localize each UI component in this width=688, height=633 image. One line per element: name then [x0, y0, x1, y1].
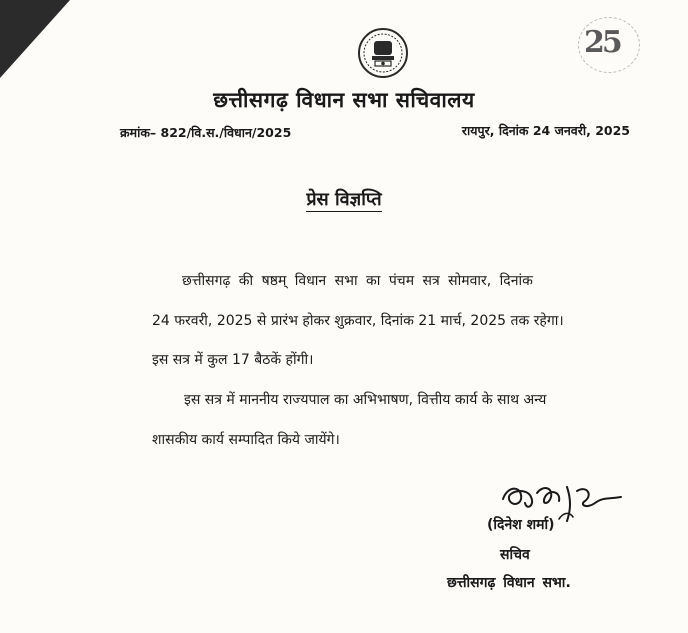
signatory-organization: छत्तीसगढ़ विधान सभा. [447, 575, 571, 591]
place-date: रायपुर, दिनांक 24 जनवरी, 2025 [461, 123, 630, 138]
notice-heading-text: प्रेस विज्ञप्ति [306, 189, 382, 210]
state-emblem-icon [357, 27, 409, 79]
paragraph1-line1: छत्तीसगढ़ की षष्ठम् विधान सभा का पंचम सत्र सोमवार, दिनांक [182, 273, 533, 289]
paragraph2-line1: इस सत्र में माननीय राज्यपाल का अभिभाषण, वित्तीय कार्य के साथ अन्य [184, 392, 547, 408]
paragraph1-line3: इस सत्र में कुल 17 बैठकें होंगी। [152, 352, 314, 368]
photo-corner-shadow [0, 0, 70, 78]
notice-heading [0, 187, 688, 211]
anniversary-logo-number: 25 [584, 25, 620, 60]
paragraph2-line2: शासकीय कार्य सम्पादित किये जायेंगे। [152, 432, 340, 448]
signatory-designation: सचिव [500, 547, 530, 563]
paragraph1-line2: 24 फरवरी, 2025 से प्रारंभ होकर शुक्रवार, दिनांक 21 मार्च, 2025 तक रहेगा। [152, 313, 564, 329]
page-title: छत्तीसगढ़ विधान सभा सचिवालय [213, 88, 475, 112]
anniversary-logo [578, 17, 642, 75]
signatory-name: (दिनेश शर्मा) [487, 517, 555, 533]
reference-number: क्रमांक– 822/वि.स./विधान/2025 [120, 125, 292, 140]
